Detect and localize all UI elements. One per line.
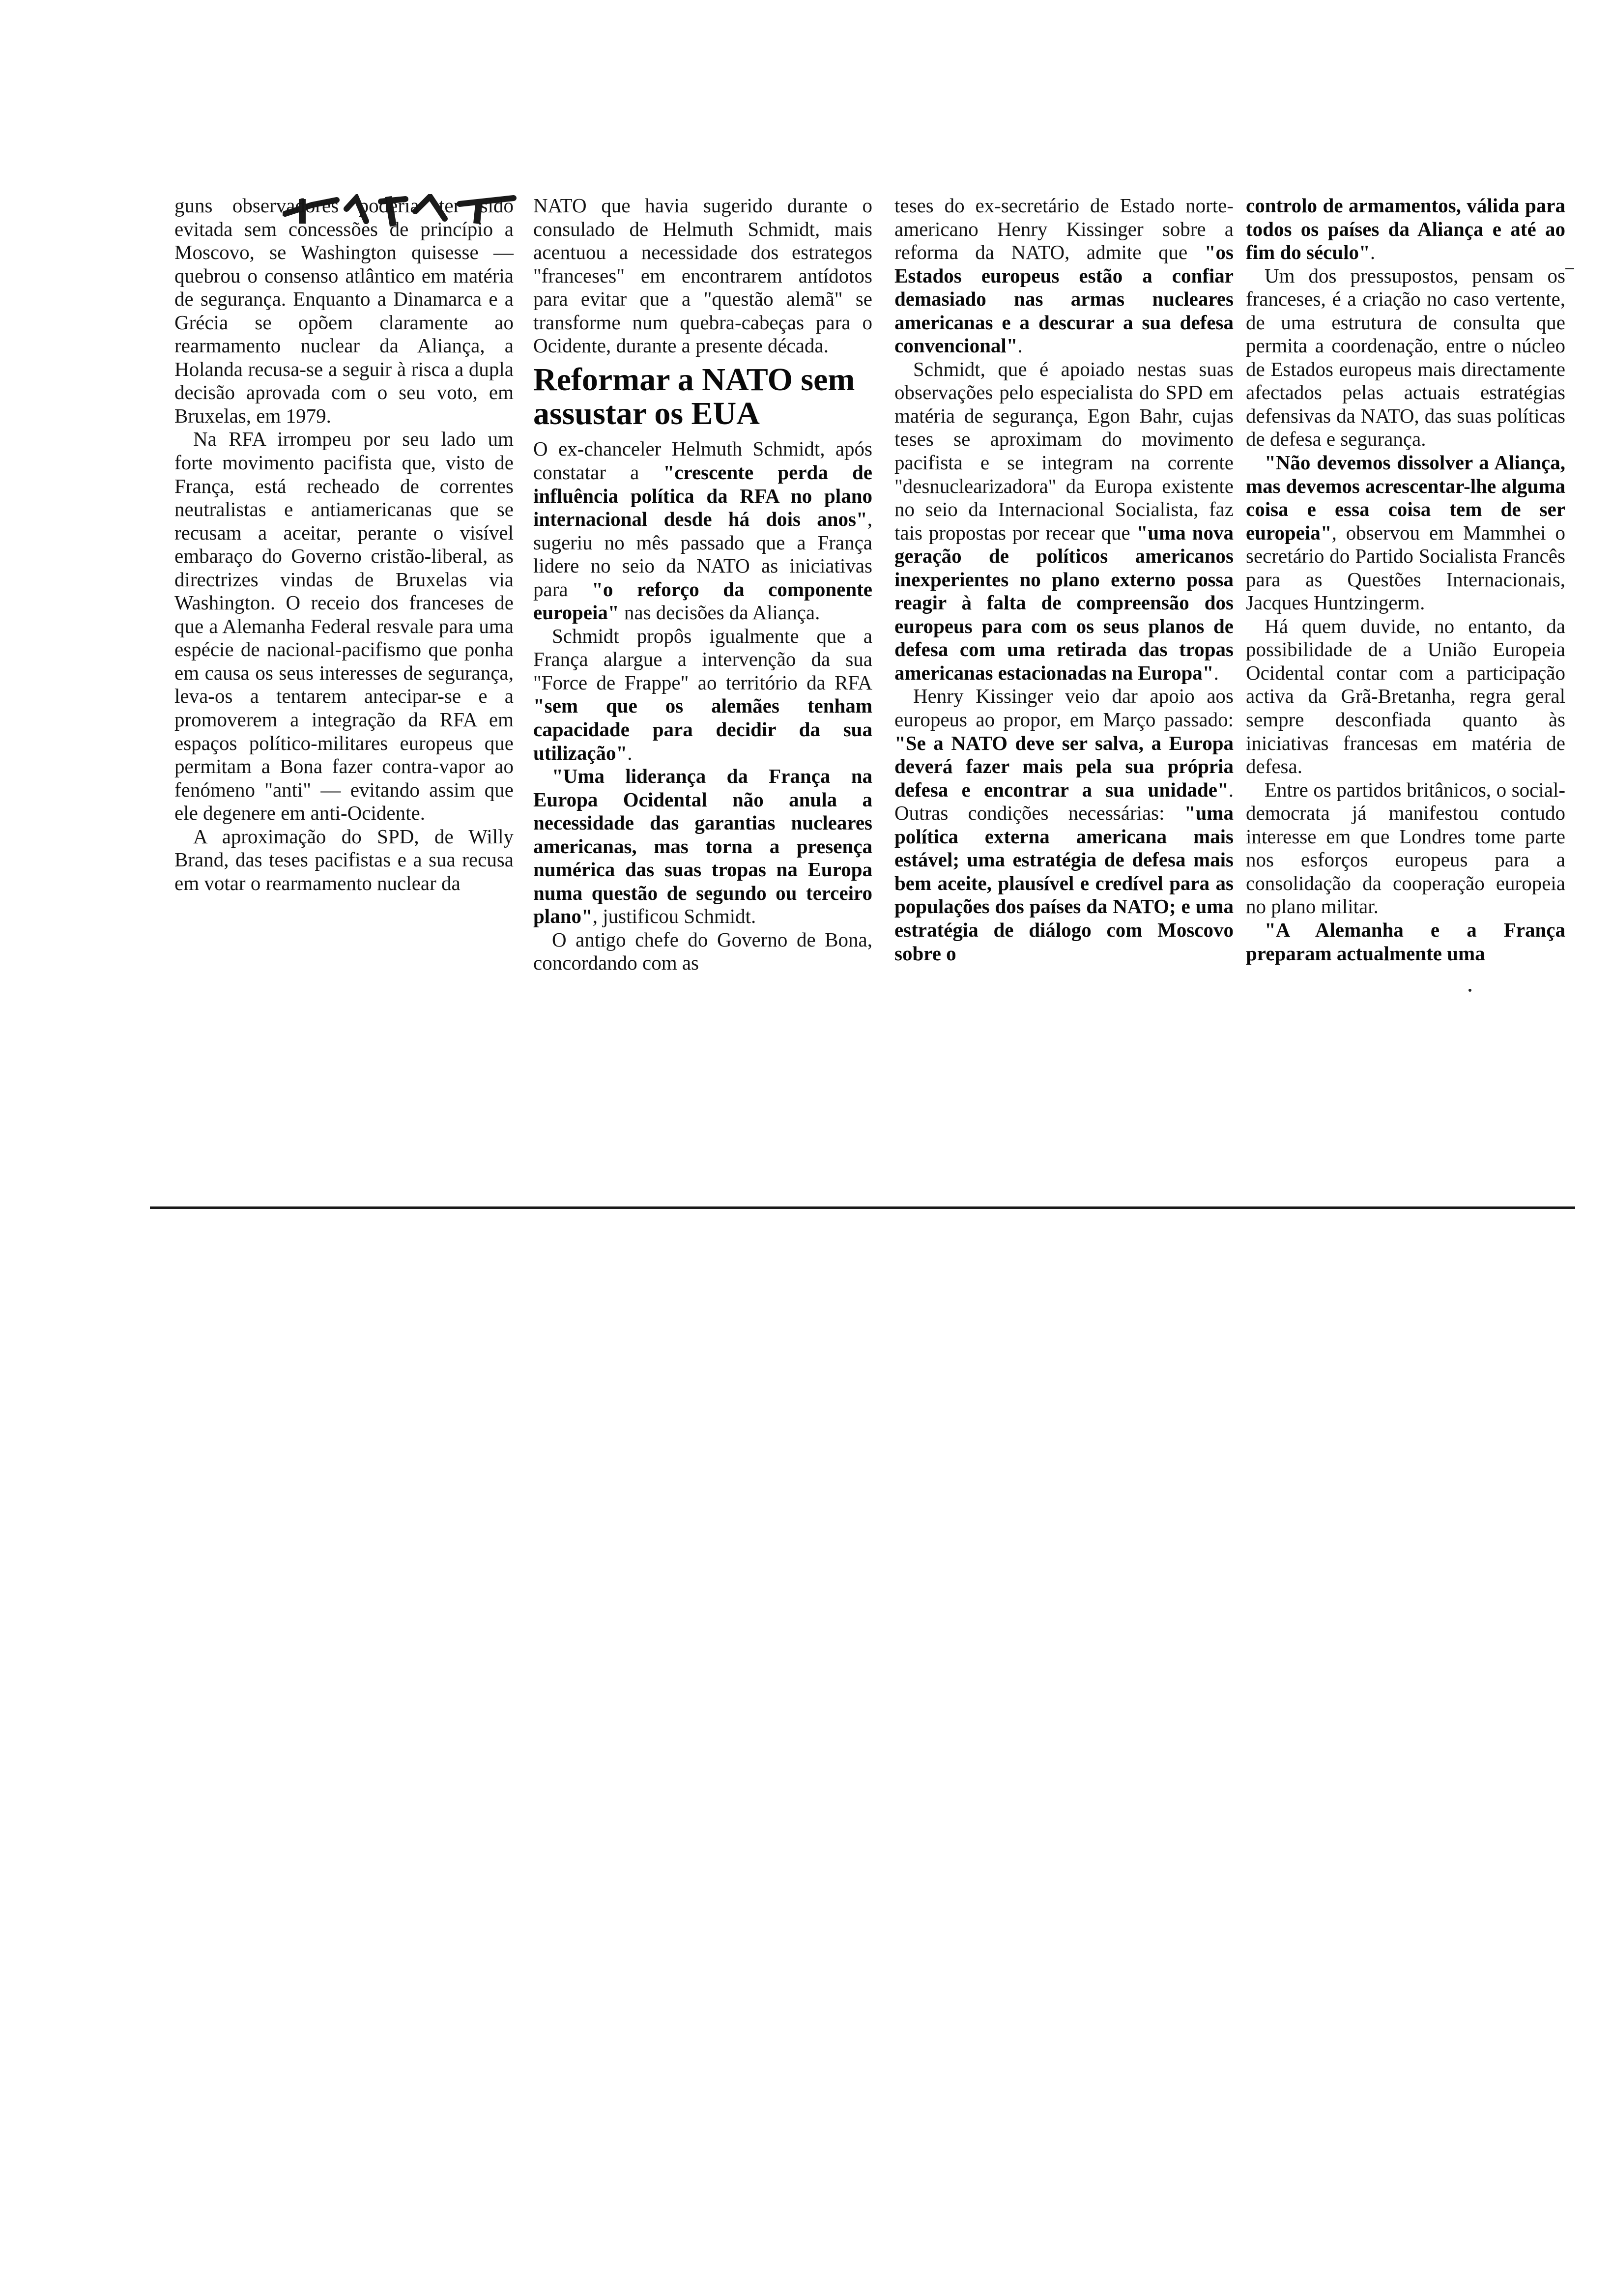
- paragraph: Na RFA irrompeu por seu lado um forte movimento pacifista que, visto de França, está recheado de correntes neutralistas e antiamericanas que se recusam a aceitar, perante o visível embaraço do Governo cristão-liberal, as directrizes vindas de Bruxelas via Washington. O receio dos franceses de que a Alemanha Federal resvale para uma espécie de nacional-pacifismo que ponha em causa os seus interesses de segurança, leva-os a tentarem antecipar-se e a promoverem a integração da RFA em espaços político-militares europeus que permitam a Bona fazer contra-vapor ao fenómeno "anti" — evitando assim que ele degenere em anti-Ocidente.: [174, 428, 514, 825]
- paragraph: teses do ex-secretário de Estado norte-americano Henry Kissinger sobre a reforma da NATO, admite que "os Estados europeus estão a confiar demasiado nas armas nucleares americanas e a descurar a sua defesa convencional".: [894, 194, 1234, 357]
- article-column-3: [894, 194, 1234, 965]
- paragraph: Um dos pressupostos, pensam os franceses, é a criação no caso vertente, de uma estrutura de consulta que permita a coordenação, entre o núcleo de Estados europeus mais directamente afectados pelas actuais estratégias defensivas da NATO, das suas políticas de defesa e segurança.: [1246, 264, 1565, 451]
- scan-speck: [1468, 989, 1471, 992]
- paragraph: O antigo chefe do Governo de Bona, concordando com as: [533, 928, 872, 975]
- column-bottom-rule: [150, 1206, 1575, 1209]
- paragraph: guns observadores poderia ter sido evitada sem concessões de princípio a Moscovo, se Washington quisesse — quebrou o consenso atlântico em matéria de segurança. Enquanto a Dinamarca e a Grécia se opõem claramente ao rearmamento nuclear da Aliança, a Holanda recusa-se a seguir à risca a dupla decisão aprovada com o seu voto, em Bruxelas, em 1979.: [174, 194, 514, 427]
- paragraph: A aproximação do SPD, de Willy Brand, das teses pacifistas e a sua recusa em votar o rearmamento nuclear da: [174, 825, 514, 894]
- paragraph: controlo de armamentos, válida para todos os países da Aliança e até ao fim do século".: [1246, 194, 1565, 264]
- paragraph: "Não devemos dissolver a Aliança, mas devemos acrescentar-lhe alguma coisa e essa coisa tem de ser europeia", observou em Mammhei o secretário do Partido Socialista Francês para as Questões Internacionais, Jacques Huntzingerm.: [1246, 451, 1565, 614]
- paragraph: "A Alemanha e a França preparam actualmente uma: [1246, 918, 1565, 965]
- paragraph: Schmidt, que é apoiado nestas suas observações pelo especialista do SPD em matéria de segurança, Egon Bahr, cujas teses se aproximam do movimento pacifista e se integram na corrente "desnuclearizadora" da Europa existente no seio da Internacional Socialista, faz tais propostas por recear que "uma nova geração de políticos americanos inexperientes no plano externo possa reagir à falta de compreensão dos europeus para com os seus planos de defesa com uma retirada das tropas americanas estacionadas na Europa".: [894, 357, 1234, 684]
- paragraph: "Uma liderança da França na Europa Ocidental não anula a necessidade das garantias nucleares americanas, mas torna a presença numérica das suas tropas na Europa numa questão de segundo ou terceiro plano", justificou Schmidt.: [533, 765, 872, 928]
- section-subheading: Reformar a NATO sem assustar os EUA: [533, 361, 855, 432]
- paragraph: NATO que havia sugerido durante o consulado de Helmuth Schmidt, mais acentuou a necessidade dos estrategos "franceses" em encontrarem antídotos para evitar que a "questão alemã" se transforme num quebra-cabeças para o Ocidente, durante a presente década.: [533, 194, 872, 357]
- paragraph: Entre os partidos britânicos, o social-democrata já manifestou contudo interesse em que Londres tome parte nos esforços europeus para a consolidação da cooperação europeia no plano militar.: [1246, 778, 1565, 918]
- paragraph: Há quem duvide, no entanto, da possibilidade de a União Europeia Ocidental contar com a participação activa da Grã-Bretanha, regra geral sempre desconfiada quanto às iniciativas francesas em matéria de defesa.: [1246, 614, 1565, 778]
- paragraph: O ex-chanceler Helmuth Schmidt, após constatar a "crescente perda de influência política da RFA no plano internacional desde há dois anos", sugeriu no mês passado que a França lidere no seio da NATO as iniciativas para "o reforço da componente europeia" nas decisões da Aliança.: [533, 437, 872, 624]
- paragraph: Schmidt propôs igualmente que a França alargue a intervenção da sua "Force de Frappe" ao território da RFA "sem que os alemães tenham capacidade para decidir da sua utilização".: [533, 624, 872, 764]
- article-column-1: [174, 194, 514, 895]
- article-column-4: [1246, 194, 1565, 965]
- scan-edge-mark: [1565, 268, 1574, 269]
- paragraph: Henry Kissinger veio dar apoio aos europeus ao propor, em Março passado: "Se a NATO deve ser salva, a Europa deverá fazer mais pela sua própria defesa e encontrar a sua unidade". Outras condições necessárias: "uma política externa americana mais estável; uma estratégia de defesa mais bem aceite, plausível e credível para as populações dos países da NATO; e uma estratégia de diálogo com Moscovo sobre o: [894, 685, 1234, 965]
- article-column-2: [533, 194, 872, 975]
